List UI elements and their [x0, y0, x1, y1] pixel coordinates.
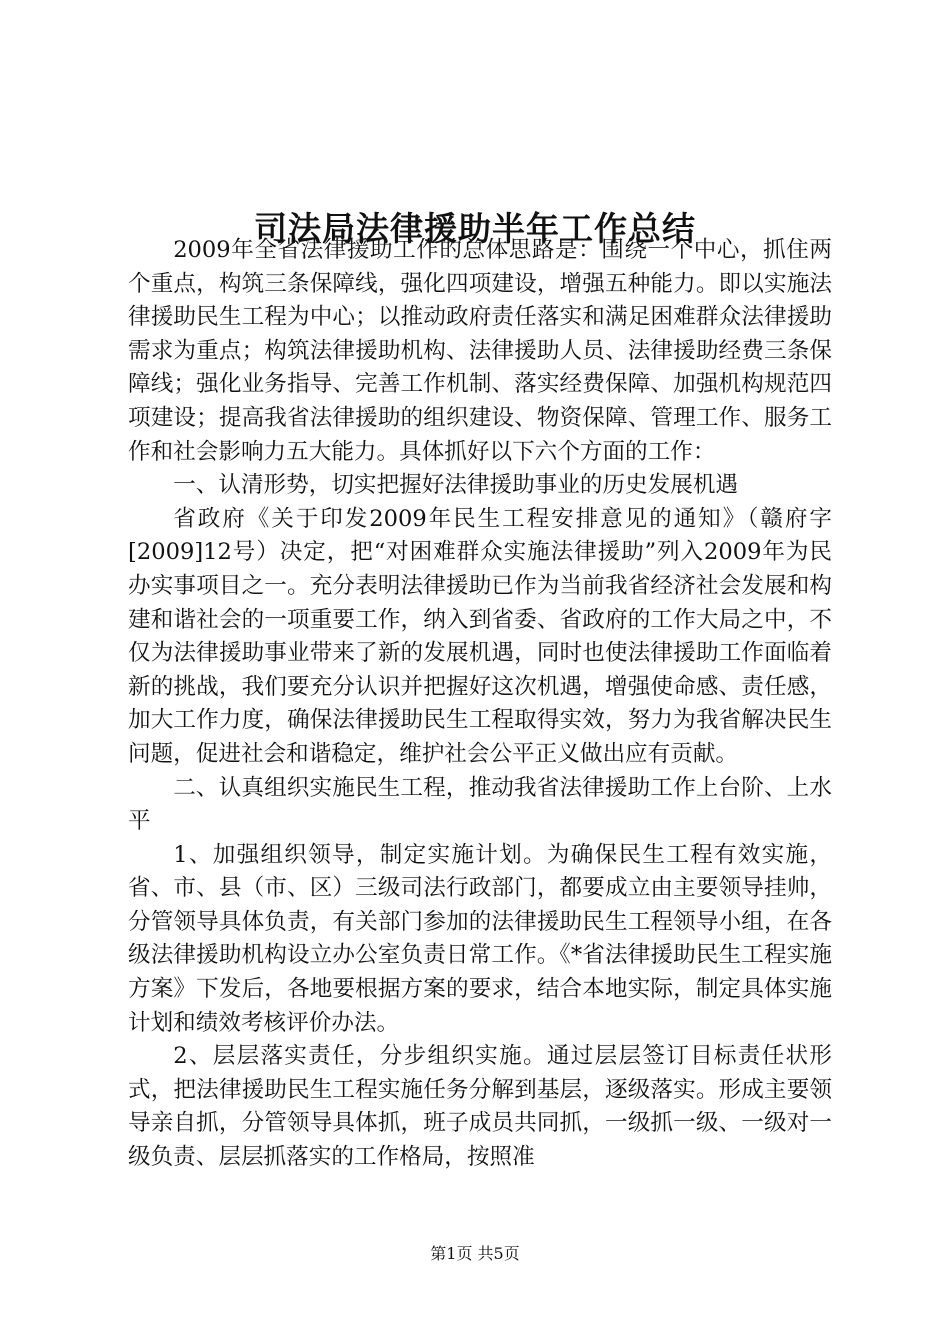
page-number-footer: 第1页 共5页 — [430, 1244, 520, 1263]
paragraph-item-1: 1、加强组织领导，制定实施计划。为确保民生工程有效实施，省、市、县（市、区）三级司法行政部门，都要成立由主要领导挂帅，分管领导具体负责，有关部门参加的法律援助民生工程领导小组，在各级法律援助机构设立办公室负责日常工作。《*省法律援助民生工程实施方案》下发后，各地要根据方案的要求，结合本地实际，制定具体实施计划和绩效考核评价办法。 — [128, 841, 832, 1036]
paragraph-section-1: 省政府《关于印发2009年民生工程安排意见的通知》（赣府字[2009]12号）决定，把“对困难群众实施法律援助”列入2009年为民办实事项目之一。充分表明法律援助已作为当前我省经济社会发展和构建和谐社会的一项重要工作，纳入到省委、省政府的工作大局之中，不仅为法律援助事业带来了新的发展机遇，同时也使法律援助工作面临着新的挑战，我们要充分认识并把握好这次机遇，增强使命感、责任感，加大工作力度，确保法律援助民生工程取得实效，努力为我省解决民生问题，促进社会和谐稳定，维护社会公平正义做出应有贡献。 — [128, 505, 832, 767]
section-heading-1: 一、认清形势，切实把握好法律援助事业的历史发展机遇 — [173, 472, 739, 499]
document-body — [128, 234, 832, 1175]
document-title: 司法局法律援助半年工作总结 — [254, 209, 696, 249]
section-heading-2: 二、认真组织实施民生工程，推动我省法律援助工作上台阶、上水平 — [128, 774, 832, 835]
paragraph-item-2: 2、层层落实责任，分步组织实施。通过层层签订目标责任状形式，把法律援助民生工程实施任务分解到基层，逐级落实。形成主要领导亲自抓，分管领导具体抓，班子成员共同抓，一级抓一级、一级对一级负责、层层抓落实的工作格局，按照准 — [128, 1043, 832, 1171]
paragraph-overview: 2009年全省法律援助工作的总体思路是：围绕一个中心，抓住两个重点，构筑三条保障线，强化四项建设，增强五种能力。即以实施法律援助民生工程为中心；以推动政府责任落实和满足困难群众法律援助需求为重点；构筑法律援助机构、法律援助人员、法律援助经费三条保障线；强化业务指导、完善工作机制、落实经费保障、加强机构规范四项建设；提高我省法律援助的组织建设、物资保障、管理工作、服务工作和社会影响力五大能力。具体抓好以下六个方面的工作： — [128, 237, 832, 465]
